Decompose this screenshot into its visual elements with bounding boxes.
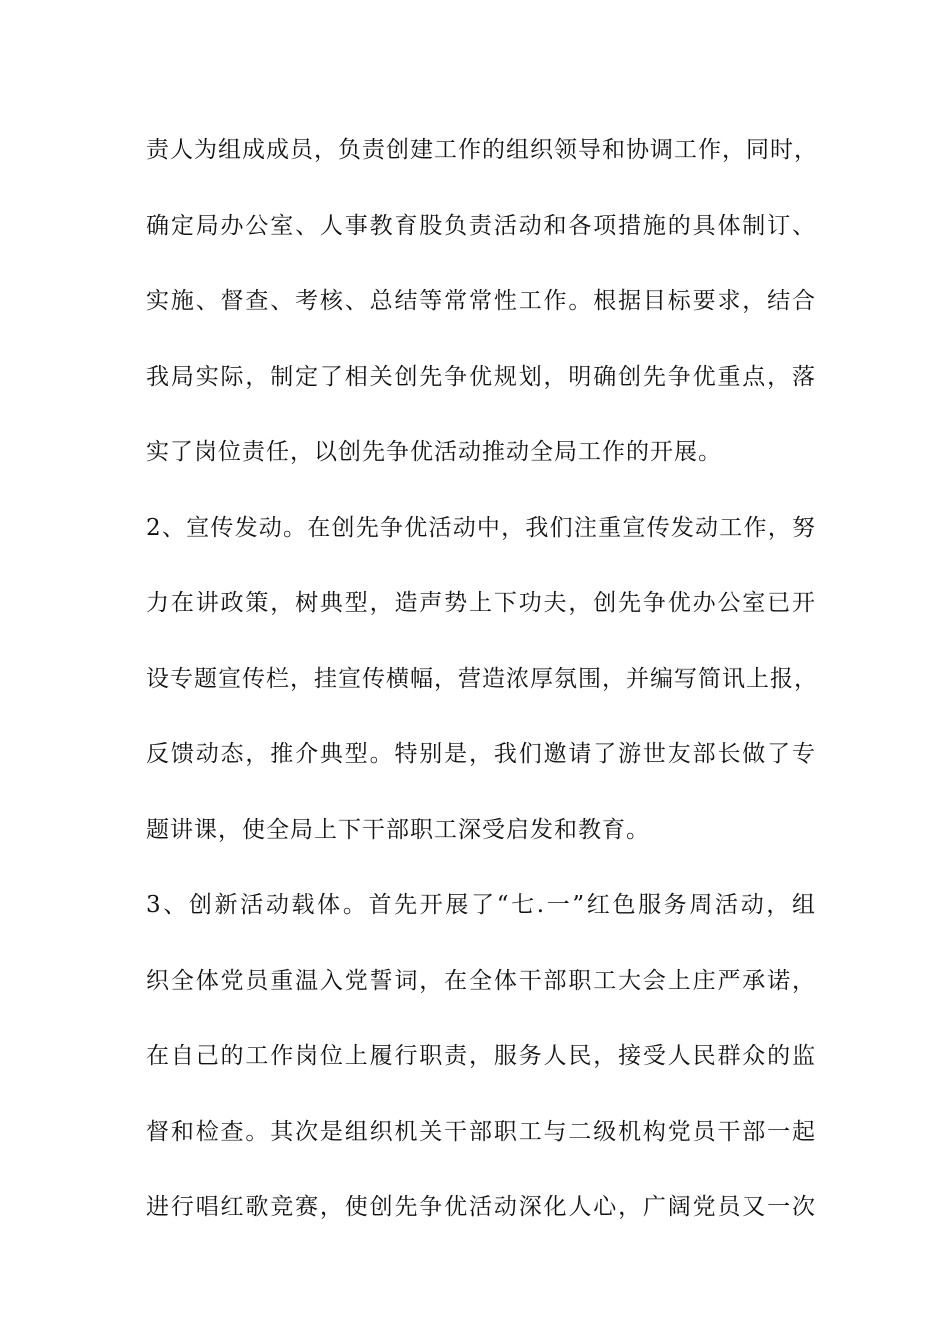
document-body (146, 128, 816, 1261)
text-line: 实了岗位责任，以创先争优活动推动全局工作的开展。 (146, 439, 722, 465)
text-line: 织全体党员重温入党誓词，在全体干部职工大会上庄严承诺， (146, 967, 816, 994)
text-line: 在自己的工作岗位上履行职责，服务人民，接受人民群众的监 (146, 1043, 816, 1069)
text-line: 责人为组成成员，负责创建工作的组织领导和协调工作，同时， (146, 137, 818, 163)
text-line: 我局实际，制定了相关创先争优规划，明确创先争优重点，落 (146, 363, 816, 390)
text-line: 进行唱红歌竞赛，使创先争优活动深化人心，广阔党员又一次 (146, 1194, 816, 1220)
text-line: 3、创新活动载体。首先开展了“七.一”红色服务周活动，组 (146, 892, 816, 918)
text-line: 督和检查。其次是组织机关干部职工与二级机构党员干部一起 (146, 1118, 816, 1145)
text-line: 确定局办公室、人事教育股负责活动和各项措施的具体制订、 (146, 212, 816, 239)
text-line: 题讲课，使全局上下干部职工深受启发和教育。 (146, 816, 650, 843)
text-line: 力在讲政策，树典型，造声势上下功夫，创先争优办公室已开 (146, 590, 816, 616)
text-line: 实施、督查、考核、总结等常常性工作。根据目标要求，结合 (146, 288, 816, 314)
text-line: 设专题宣传栏，挂宣传横幅，营造浓厚氛围，并编写简讯上报， (146, 665, 818, 692)
text-line: 2、宣传发动。在创先争优活动中，我们注重宣传发动工作，努 (146, 514, 816, 541)
text-line: 反馈动态，推介典型。特别是，我们邀请了游世友部长做了专 (146, 741, 816, 767)
